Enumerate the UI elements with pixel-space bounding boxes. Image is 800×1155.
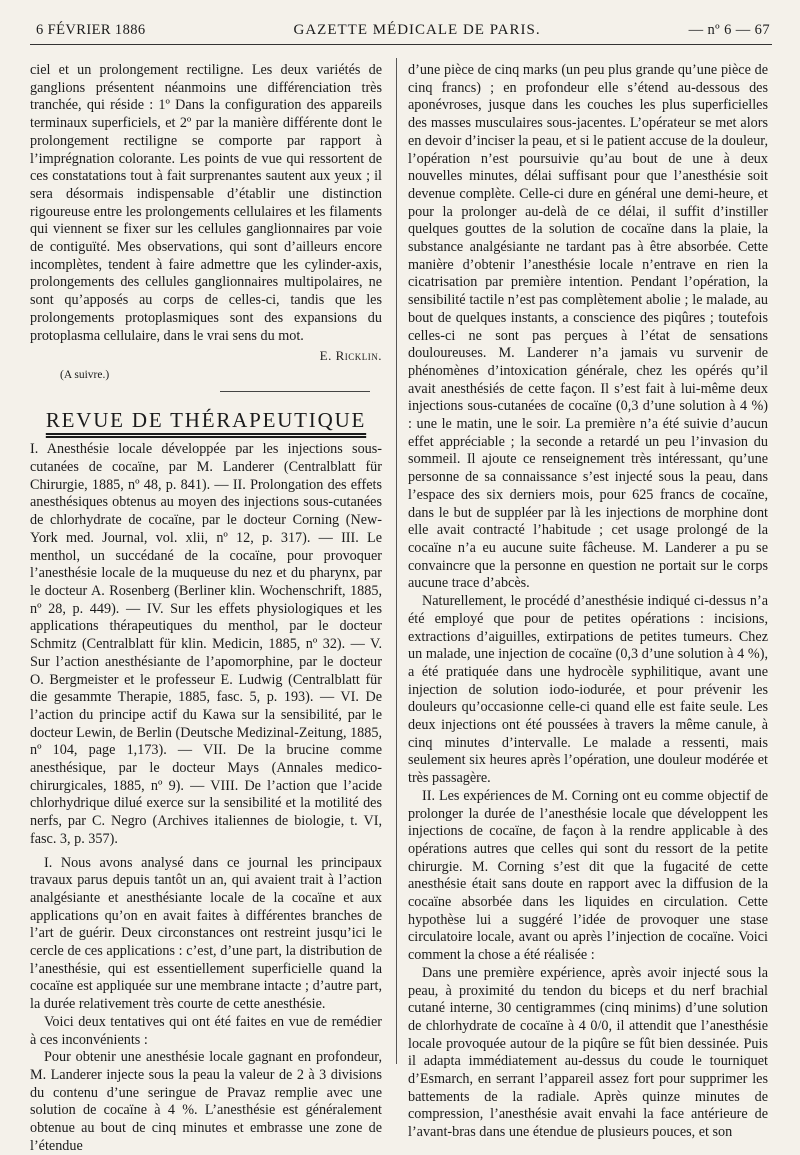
left-column <box>30 62 382 1155</box>
review-paragraph: Naturellement, le procédé d’anesthésie indiqué ci-dessus n’a été employé que pour de petites opérations : incisions, extractions d’aiguilles, extirpations de petites tumeurs. Chez un malade, une injection de cocaïne (0,3 d’une solution à 4 %), a été pratiquée dans une hydrocèle syphilitique, avant une injection de solution iodo-iodurée, et pour prévenir les douleurs qu’occasionne celle-ci quand elle est faite seule. Les deux injections ont été poussées à travers la même canule, à cinq minutes d’intervalle. Le malade a ressenti, mais seulement six heures après l’opération, une douleur modérée et très passagère. <box>408 593 768 787</box>
review-paragraph: II. Les expériences de M. Corning ont eu comme objectif de prolonger la durée de l’anesthésie locale que développent les injections de cocaïne, de façon à la rendre applicable à des opérations autres que celles qui sont du ressort de la petite chirurgie. M. Corning s’est dit que la fugacité de cette anesthésie était sans doute en rapport avec la diffusion de la cocaïne absorbée dans les liquides en circulation. Cette hypothèse lui a suggéré l’idée de provoquer une stase circulatoire locale, avant ou après l’injection de cocaïne. Voici comment la chose a été réalisée : <box>408 787 768 964</box>
review-paragraph: Pour obtenir une anesthésie locale gagnant en profondeur, M. Landerer injecte sous la peau la valeur de 2 à 3 divisions du contenu d’une seringue de Pravaz remplie avec une solution de cocaïne à 4 %. L’anesthésie est généralement obtenue au bout de cinq minutes et embrasse une zone de l’étendue <box>30 1049 382 1154</box>
journal-title: GAZETTE MÉDICALE DE PARIS. <box>293 22 541 38</box>
right-column <box>408 62 768 1142</box>
column-divider <box>396 58 397 1064</box>
to-be-continued: (A suivre.) <box>60 368 110 381</box>
reviews-index: I. Anesthésie locale développée par les injections sous-cutanées de cocaïne, par M. Landerer (Centralblatt für Chirurgie, 1885, nº 48, p. 841). — II. Prolongation des effets anesthésiques obtenus au moyen des injections sous-cutanées de chlorhydrate de cocaïne, par le docteur Corning (New-York med. Journal, vol. xlii, nº 12, p. 317). — III. Le menthol, un succédané de la cocaïne, pour provoquer l’anesthésie locale de la muqueuse du nez et du pharynx, par le docteur A. Rosenberg (Berliner klin. Wochenschrift, 1885, nº 28, p. 449). — IV. Sur les effets physiologiques et les applications thérapeutiques du menthol, par le docteur Schmitz (Centralblatt für klin. Medicin, 1885, nº 32). — V. Sur l’action anesthésiante de l’apomorphine, par le docteur O. Bergmeister et le professeur E. Ludwig (Centralblatt für die gesammte Therapie, 1885, fasc. 5, p. 193). — VI. De l’action du principe actif du Kawa sur la sensibilité, par le docteur Lewin, de Berlin (Deutsche Medizinal-Zeitung, 1885, nº 104, page 1,173). — VII. De la brucine comme anesthésique, par le docteur Mays (Annales medico-chirurgicales, 1885, nº 9). — VIII. De l’action que l’acide chlorhydrique dilué exerce sur la sensibilité et la motilité des nerfs, par C. Negro (Archives italiennes de biologie, t. VI, fasc. 3, p. 357). <box>30 441 382 847</box>
section-separator <box>220 391 370 392</box>
review-paragraph: Voici deux tentatives qui ont été faites en vue de remédier à ces inconvénients : <box>30 1013 382 1048</box>
review-paragraph: Dans une première expérience, après avoir injecté sous la peau, à proximité du tendon du biceps et du nerf brachial cutané interne, 30 centigrammes (cinq minims) d’une solution de chlorhydrate de cocaïne à 4 0/0, il attendit que l’anesthésie locale provoquée autour de la piqûre se fût bien dessinée. Puis il adapta immédiatement au-dessus du coude le tourniquet d’Esmarch, en serrant l’appareil assez fort pour supprimer les battements de la radiale. Après quinze minutes de compression, l’anesthésie avait envahi la face antérieure de l’avant-bras dans une étendue de plusieurs pouces, et son <box>408 964 768 1141</box>
review-paragraph: I. Nous avons analysé dans ce journal les principaux travaux parus depuis tantôt un an, qui avaient trait à l’action analgésiante et anesthésiante locale de la cocaïne et aux applications qu’on en avait faites à différentes branches de l’art de guérir. Deux circonstances ont restreint jusqu’ici le cercle de ces applications : c’est, d’une part, la distribution de l’anesthésie, qui est essentiellement superficielle quand la cocaïne est appliquée sur une membrane intacte ; d’autre part, la durée relativement très courte de cette anesthésie. <box>30 854 382 1013</box>
issue-date: 6 FÉVRIER 1886 <box>36 22 146 38</box>
article-continuation: ciel et un prolongement rectiligne. Les deux variétés de ganglions présentent néanmoins une différenciation très tranchée, qui réside : 1º Dans la configuration des appareils terminaux superficiels, et 2º par la manière différente dont le prolongement rectiligne se comporte par rapport à l’imprégnation colorante. Les points de vue qui ressortent de ces constatations tout à fait surprenantes sautent aux yeux ; il sera désormais indispensable d’établir une distinction rigoureuse entre les prolongements cellulaires et les filaments qui viennent se fixer sur les cellules ganglionnaires par voie de contiguïté. Mes observations, qui sont d’ailleurs encore incomplètes, tendent à faire admettre que les cylinder-axis, prolongements des cellules ganglionnaires multipolaires, ne sont qu’apposés au corps de celles-ci, tandis que les prolongements protoplasmiques sont des expansions du protoplasma cellulaire, dans le vrai sens du mot. <box>30 62 382 344</box>
header-rule <box>30 44 772 45</box>
page-number: — nº 6 — 67 <box>688 22 770 38</box>
review-paragraph: d’une pièce de cinq marks (un peu plus grande qu’une pièce de cinq francs) ; en profondeur elle s’étend au-dessous des aponévroses, jusque dans les couches les plus superficielles des masses musculaires sous-jacentes. L’opérateur se met alors en devoir d’inciser la peau, et si le patient accuse de la douleur, l’opération n’est poursuivie qu’au bout de une à deux nouvelles minutes, délai suffisant pour que l’anesthésie soit devenue complète. Celle-ci dure en général une demi-heure, et pour la prolonger au-delà de ce délai, il suffit d’instiller quelques gouttes de la solution de cocaïne dans la plaie, la substance analgésiante ne tardant pas à être absorbée. Cette manière d’obtenir l’anesthésie locale n’entrave en rien la cicatrisation par première intention. Pendant l’opération, la sensibilité tactile n’est pas complètement abolie ; le malade, au bout de quelques instants, a conscience des piqûres ; toutefois celles-ci ne sont pas perçues à l’état de sensations douloureuses. M. Landerer n’a jamais vu survenir de phénomènes d’intoxication générale, chez les opérés qu’il avait anesthésiés de cette façon. Il s’est fait à lui-même deux injections sous-cutanées de cocaïne (0,3 d’une solution à 4 %) : une le matin, une le soir. La première n’a été suivie d’aucun effet appréciable ; la seconde a retardé un peu l’invasion du sommeil. Il ajoute ce renseignement très intéressant, qu’une personne de sa connaissance s’est injecté sous la peau, dans l’espace des six derniers mois, pour 625 francs de cocaïne, dans le but de suppléer par là les injections de morphine dont elle avait contracté l’habitude ; cet usage prolongé de la cocaïne n’a eu aucune suite fâcheuse. M. Landerer a pu se convaincre que la personne en question ne portait sur le corps aucune trace d’abcès. <box>408 62 768 592</box>
section-title: REVUE DE THÉRAPEUTIQUE <box>45 407 367 432</box>
author-signature: E. Ricklin. <box>319 348 382 364</box>
page-header <box>36 22 770 46</box>
